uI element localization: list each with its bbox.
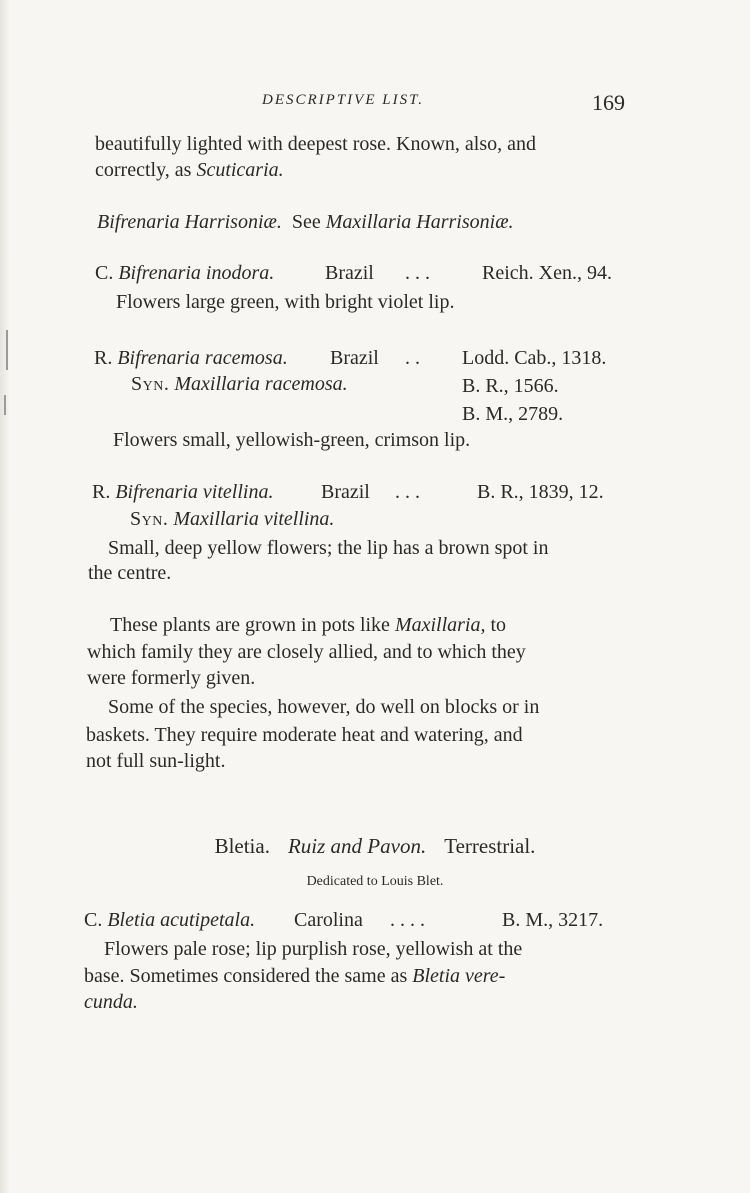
cross-reference-target: Maxillaria Harrisoniæ. (325, 211, 514, 233)
reference: B. R., 1566. (462, 375, 559, 397)
species-name: Bifrenaria vitellina. (115, 481, 274, 503)
genus-name: Scuticaria. (196, 159, 284, 181)
species-name: Bifrenaria Harrisoniæ. (97, 211, 282, 233)
entry-heading (84, 908, 255, 932)
page-gutter-shadow (0, 0, 10, 1193)
entry-heading (92, 480, 273, 504)
intro-text: correctly, as (95, 159, 197, 181)
culture-paragraph: baskets. They require moderate heat and watering, and (86, 724, 523, 746)
species-name: Bletia vere- (412, 965, 506, 987)
culture-text: These plants are grown in pots like (110, 614, 395, 636)
origin: Brazil (325, 262, 374, 284)
synonym-name: Maxillaria vitellina. (173, 508, 335, 530)
entry-description: Flowers large green, with bright violet lip. (116, 291, 455, 313)
cross-reference (97, 210, 514, 234)
entry-heading (94, 346, 288, 370)
reference: Reich. Xen., 94. (482, 262, 612, 284)
culture-paragraph: not full sun-light. (86, 750, 226, 772)
culture-paragraph: which family they are closely allied, and to which they (87, 641, 526, 663)
synonym-label: Syn. (131, 373, 170, 395)
culture-paragraph: Some of the species, however, do well on blocks or in (108, 696, 540, 718)
species-name: Bletia acutipetala. (107, 909, 256, 931)
reference: B. R., 1839, 12. (477, 481, 604, 503)
reference: B. M., 3217. (502, 909, 604, 931)
entry-description: cunda. (84, 991, 138, 1013)
reference: B. M., 2789. (462, 403, 564, 425)
synonym-label: Syn. (130, 508, 169, 530)
entry-heading (95, 261, 274, 285)
species-name: Bifrenaria inodora. (118, 262, 275, 284)
rarity-mark: C. (95, 262, 114, 284)
leader-dots: . . . . (390, 909, 425, 931)
leader-dots: . . (405, 347, 420, 369)
genus-name: Maxillaria, (394, 614, 486, 636)
genus-title: Bletia. (214, 834, 270, 858)
entry-description (84, 964, 505, 988)
see-text: See (291, 211, 326, 233)
dedication: Dedicated to Louis Blet. (306, 874, 444, 889)
entry-description: Small, deep yellow flowers; the lip has a brown spot in (108, 537, 549, 559)
page-number: 169 (592, 90, 625, 115)
intro-line-1: beautifully lighted with deepest rose. Known, also, and (95, 133, 537, 155)
synonym-name: Maxillaria racemosa. (174, 373, 348, 395)
species-name: Bifrenaria racemosa. (117, 347, 288, 369)
leader-dots: . . . (405, 262, 430, 284)
rarity-mark: R. (92, 481, 111, 503)
leader-dots: . . . (395, 481, 420, 503)
rarity-mark: C. (84, 909, 103, 931)
margin-mark (4, 395, 6, 415)
synonym (131, 372, 348, 396)
description-text: base. Sometimes considered the same as (84, 965, 413, 987)
culture-text: to (485, 614, 507, 636)
reference: Lodd. Cab., 1318. (462, 347, 607, 369)
rarity-mark: R. (94, 347, 113, 369)
running-head: DESCRIPTIVE LIST. (262, 92, 425, 108)
genus-habit: Terrestrial. (444, 834, 536, 858)
origin: Brazil (321, 481, 370, 503)
origin: Carolina (294, 909, 363, 931)
genus-heading (0, 834, 750, 859)
entry-description: Flowers pale rose; lip purplish rose, yellowish at the (104, 938, 523, 960)
entry-description: the centre. (88, 562, 172, 584)
entry-description: Flowers small, yellowish-green, crimson lip. (113, 429, 471, 451)
synonym (130, 507, 334, 531)
origin: Brazil (330, 347, 379, 369)
intro-line-2 (95, 158, 284, 182)
margin-mark (6, 330, 8, 370)
genus-authority: Ruiz and Pavon. (287, 834, 427, 858)
culture-paragraph (110, 613, 506, 637)
culture-paragraph: were formerly given. (87, 667, 256, 689)
